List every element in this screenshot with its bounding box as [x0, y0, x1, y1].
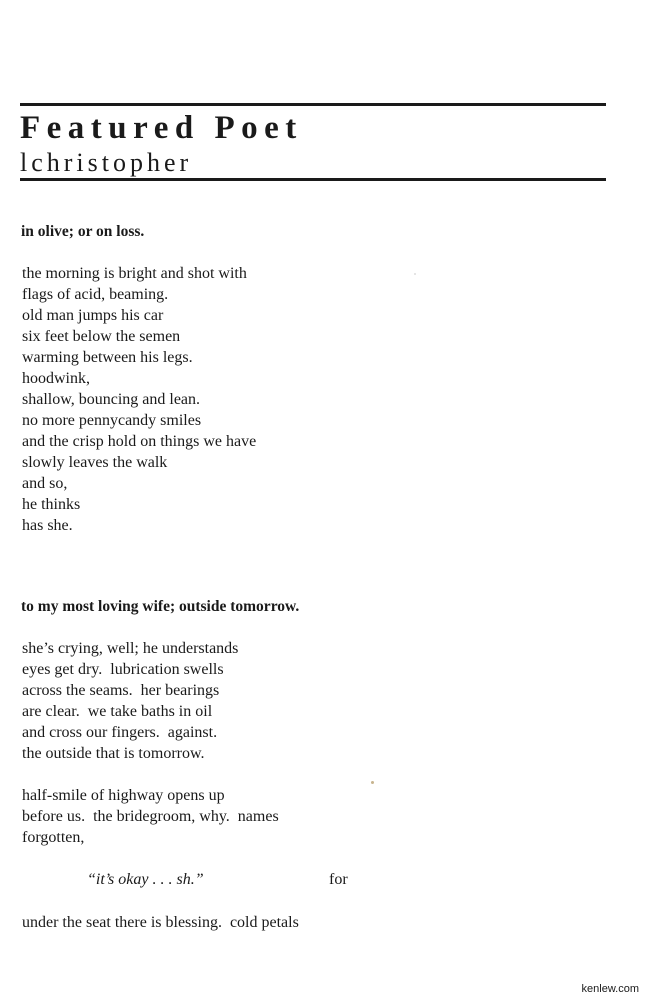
- poem-line: slowly leaves the walk: [22, 454, 168, 471]
- poem-line: the outside that is tomorrow.: [22, 745, 205, 762]
- poem-line: old man jumps his car: [22, 307, 164, 324]
- poem-line: and cross our fingers. against.: [22, 724, 218, 741]
- poem-line: and the crisp hold on things we have: [22, 433, 257, 450]
- poem-line: she’s crying, well; he understands: [22, 640, 239, 657]
- stanza-break: [22, 764, 279, 785]
- author-name: lchristopher: [20, 148, 193, 177]
- poem-line: the morning is bright and shot with: [22, 265, 247, 282]
- poem-line: half-smile of highway opens up: [22, 787, 225, 804]
- quote-text: “it’s okay . . . sh.”: [87, 871, 204, 888]
- header-top-rule: [20, 103, 606, 106]
- poem-line: flags of acid, beaming.: [22, 286, 169, 303]
- quote-trailing-word: for: [329, 871, 348, 888]
- poem-line: across the seams. her bearings: [22, 682, 220, 699]
- watermark: kenlew.com: [581, 983, 639, 995]
- poem-line: under the seat there is blessing. cold petals: [22, 914, 299, 931]
- poem-line: shallow, bouncing and lean.: [22, 391, 201, 408]
- poem-line: warming between his legs.: [22, 349, 193, 366]
- poem-line: before us. the bridegroom, why. names: [22, 808, 279, 825]
- paper-speck: [371, 781, 374, 784]
- poem-line: six feet below the semen: [22, 328, 181, 345]
- poem-body-2: [22, 638, 279, 848]
- poem-line: has she.: [22, 517, 73, 534]
- poem-line: are clear. we take baths in oil: [22, 703, 213, 720]
- poem-line: no more pennycandy smiles: [22, 412, 202, 429]
- paper-speck: [414, 273, 416, 275]
- poem-body-1: [22, 263, 256, 536]
- poem-line: forgotten,: [22, 829, 85, 846]
- poem-title-2: to my most loving wife; outside tomorrow.: [21, 598, 300, 615]
- poem-line: hoodwink,: [22, 370, 90, 387]
- header-bottom-rule: [20, 178, 606, 181]
- poem-title-1: in olive; or on loss.: [21, 223, 145, 240]
- poem-last-line: [22, 912, 299, 933]
- poem-line: eyes get dry. lubrication swells: [22, 661, 224, 678]
- poem-line: he thinks: [22, 496, 81, 513]
- page-title: Featured Poet: [20, 110, 303, 146]
- indented-quote-line: [0, 871, 645, 893]
- poem-line: and so,: [22, 475, 68, 492]
